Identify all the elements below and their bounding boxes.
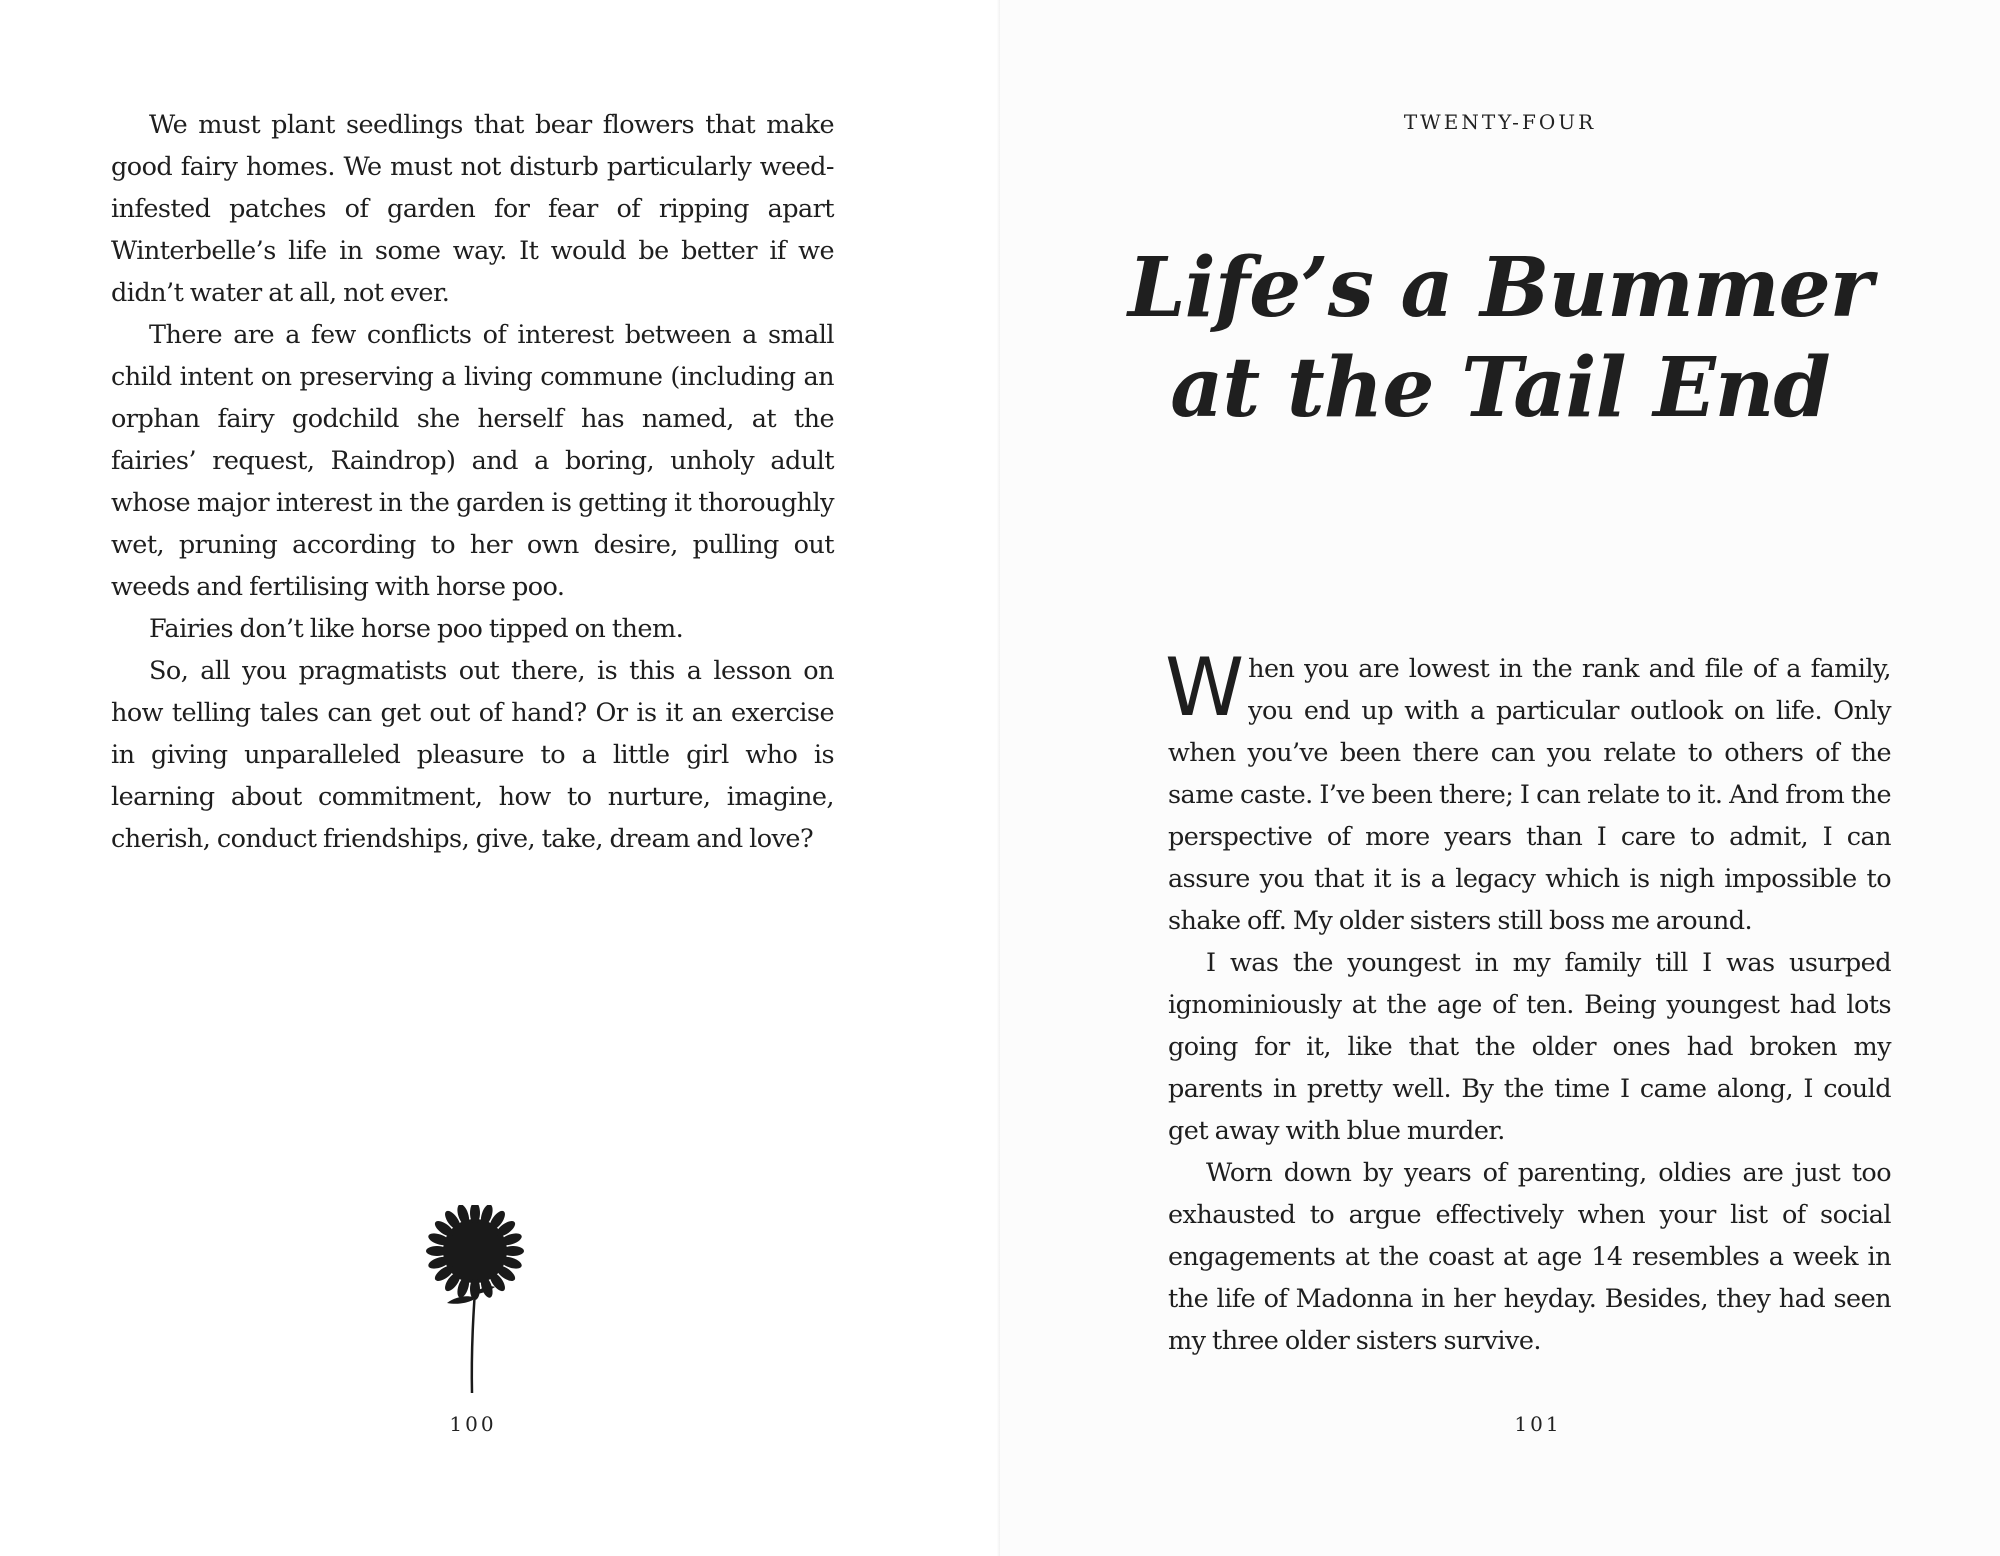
opening-paragraph-text: hen you are lowest in the rank and file of a family, you end up with a particular outlook on life. Only when you’ve been there can you relate to others of the same caste. I’ve been there; I can relate to it. And from the perspective of more years than I care to admit, I can assure you that it is a legacy which is nigh impossible to shake off. My older sisters still boss me around.: [1168, 654, 1891, 936]
body-paragraph: There are a few conflicts of interest between a small child intent on preserving a living commune (including an orphan fairy godchild she herself has named, at the fairies’ request, Raindrop) and a boring, unholy adult whose major interest in the garden is getting it thoroughly wet, pruning according to her own desire, pulling out weeds and fertilising with horse poo.: [111, 320, 834, 602]
flower-icon: [425, 1205, 525, 1395]
body-paragraph: Worn down by years of parenting, oldies are just too exhausted to argue effectively when your list of social engagements at the coast at age 14 resembles a week in the life of Madonna in her heyday. Besides, they had seen my three older sisters survive.: [1168, 1158, 1891, 1356]
chapter-label: TWENTY-FOUR: [1403, 110, 1597, 134]
left-page-body: [111, 104, 834, 860]
right-page: [1000, 0, 2000, 1556]
body-paragraph: We must plant seedlings that bear flowers that make good fairy homes. We must not disturb particularly weed-infested patches of garden for fear of ripping apart Winterbelle’s life in some way. It would be better if we didn’t water at all, not ever.: [111, 110, 834, 308]
opening-paragraph: [1165, 641, 1891, 942]
right-page-body: [1165, 641, 1891, 1362]
chapter-title-line: at the Tail End: [1170, 340, 1830, 436]
drop-cap: W: [1165, 641, 1245, 734]
body-paragraph: I was the youngest in my family till I was usurped ignominiously at the age of ten. Being youngest had lots going for it, like that the older ones had broken my parents in pretty well. By the time I came along, I could get away with blue murder.: [1168, 948, 1891, 1146]
page-number: 100: [449, 1412, 497, 1436]
chapter-title-line: Life’s a Bummer: [1127, 240, 1873, 336]
chapter-title: [975, 238, 2000, 438]
page-number: 101: [1514, 1412, 1562, 1436]
body-paragraph: Fairies don’t like horse poo tipped on them.: [149, 614, 684, 644]
body-paragraph: So, all you pragmatists out there, is this a lesson on how telling tales can get out of hand? Or is it an exercise in giving unparalleled pleasure to a little girl who is learning about commitment, how to nurture, imagine, cherish, conduct friendships, give, take, dream and love?: [111, 656, 834, 854]
